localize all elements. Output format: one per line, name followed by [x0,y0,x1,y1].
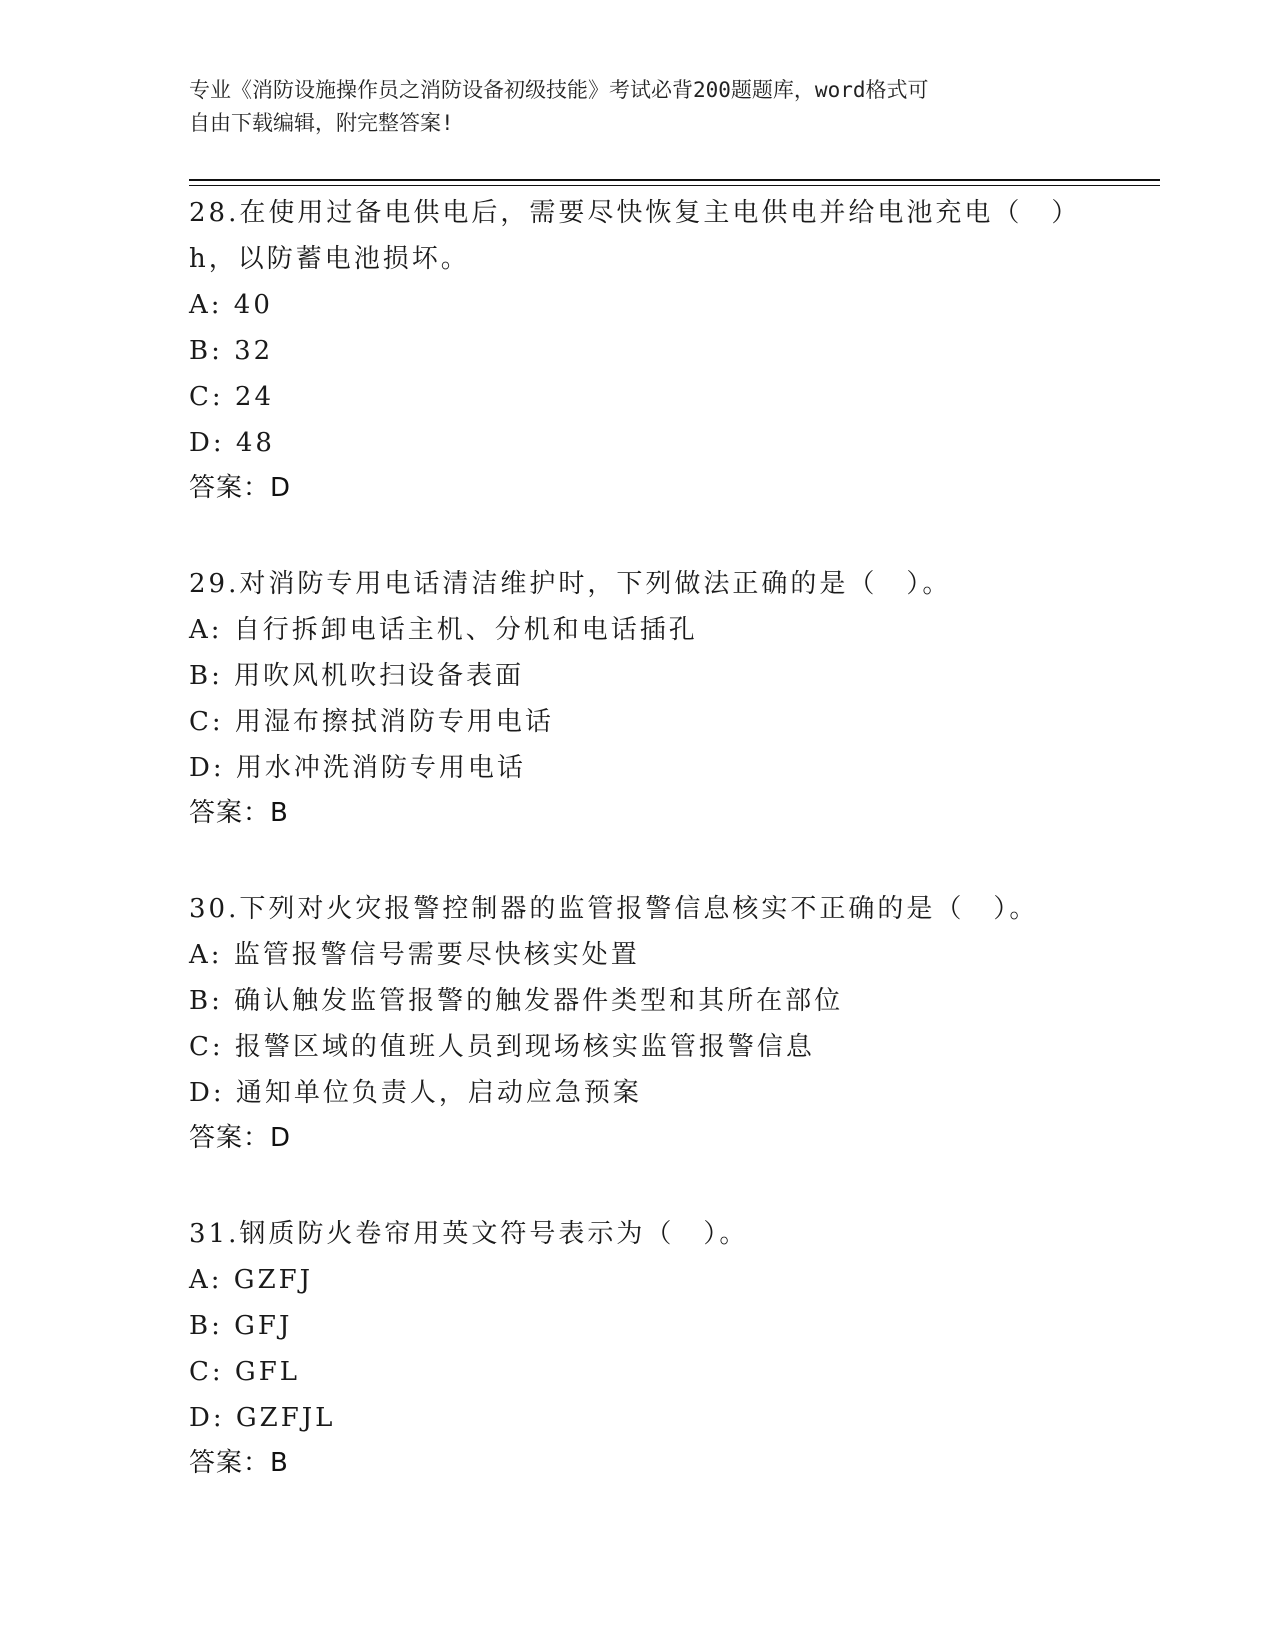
option-a: A: 自行拆卸电话主机、分机和电话插孔 [189,615,698,645]
option-c: C: GFL [189,1357,300,1387]
question-30 [189,886,1129,1160]
question-list [189,190,1129,1536]
header-divider-thick [189,179,1160,181]
question-stem: 29.对消防专用电话清洁维护时，下列做法正确的是（ ）。 [189,569,952,599]
question-29 [189,561,1129,835]
option-d: D: GZFJL [189,1403,336,1433]
header-line-1: 专业《消防设施操作员之消防设备初级技能》考试必背200题题库，word格式可 [189,78,929,102]
document-header [189,74,1069,140]
option-c: C: 用湿布擦拭消防专用电话 [189,707,554,737]
option-d: D: 48 [189,428,275,458]
question-stem: 28.在使用过备电供电后，需要尽快恢复主电供电并给电池充电（ ） [189,198,1081,228]
option-b: B: GFJ [189,1311,293,1341]
question-31 [189,1211,1129,1485]
answer-key: 答案：D [189,1123,292,1153]
option-b: B: 用吹风机吹扫设备表面 [189,661,525,691]
option-b: B: 确认触发监管报警的触发器件类型和其所在部位 [189,986,844,1016]
question-stem: 30.下列对火灾报警控制器的监管报警信息核实不正确的是（ ）。 [189,894,1039,924]
question-stem-continued: h，以防蓄电池损坏。 [189,244,470,274]
header-line-2: 自由下载编辑，附完整答案! [189,111,454,135]
option-d: D: 用水冲洗消防专用电话 [189,753,526,783]
answer-key: 答案：B [189,798,289,828]
header-divider-thin [189,185,1160,186]
option-a: A: GZFJ [189,1265,314,1295]
option-b: B: 32 [189,336,274,366]
answer-key: 答案：B [189,1448,289,1478]
option-a: A: 监管报警信号需要尽快核实处置 [189,940,640,970]
option-a: A: 40 [189,290,273,320]
option-d: D: 通知单位负责人，启动应急预案 [189,1078,642,1108]
answer-key: 答案：D [189,473,292,503]
question-stem: 31.钢质防火卷帘用英文符号表示为（ ）。 [189,1219,749,1249]
option-c: C: 报警区域的值班人员到现场核实监管报警信息 [189,1032,815,1062]
question-28 [189,190,1129,510]
option-c: C: 24 [189,382,275,412]
